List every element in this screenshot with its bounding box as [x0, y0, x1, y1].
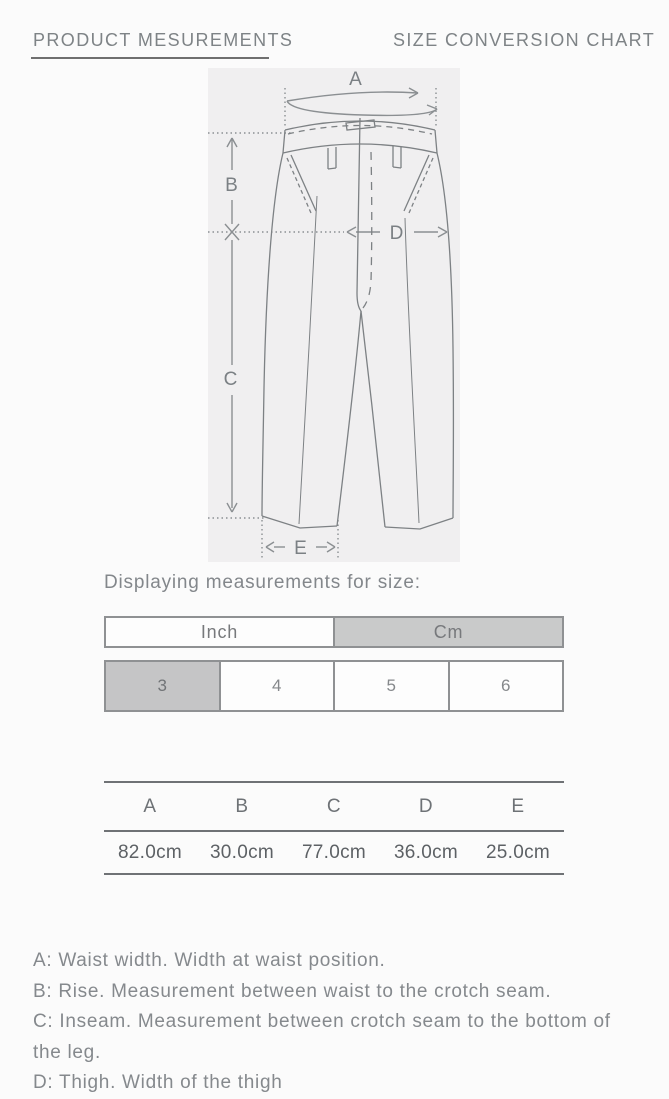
measurements-table — [104, 781, 564, 875]
measurements-header-row — [104, 783, 564, 832]
description-b: B: Rise. Measurement between waist to the crotch seam. — [33, 980, 552, 1002]
diagram-label-c: C — [223, 369, 239, 390]
diagram-label-d: D — [389, 223, 405, 244]
right-crease — [405, 218, 419, 523]
right-pocket-edge — [404, 155, 429, 211]
measurement-header-d: D — [418, 795, 434, 817]
tab-size-conversion-chart[interactable] — [393, 30, 655, 51]
measurement-value-c: 77.0cm — [301, 841, 367, 863]
fly-stitch-dashed — [363, 152, 372, 308]
belt-loop-left — [328, 147, 336, 169]
measurement-value-b: 30.0cm — [209, 841, 275, 863]
unit-option-inch[interactable]: Inch — [104, 616, 335, 648]
measurement-descriptions — [33, 946, 648, 1099]
size-selector — [104, 660, 564, 712]
size-option-3[interactable]: 3 — [104, 660, 221, 712]
measurement-value-a: 82.0cm — [117, 841, 183, 863]
active-tab-underline — [31, 57, 269, 59]
fly-center-line — [357, 118, 361, 311]
description-a: A: Waist width. Width at waist position. — [33, 950, 386, 971]
a-arrow-top — [287, 92, 418, 101]
right-pocket-stitch — [409, 158, 433, 213]
measurement-header-a: A — [143, 795, 157, 817]
belt-loop-right — [393, 146, 401, 168]
unit-option-cm[interactable]: Cm — [333, 616, 564, 648]
left-outseam — [262, 153, 283, 516]
diagram-label-b: B — [225, 175, 239, 196]
e-arrowhead-right — [327, 542, 335, 552]
pants-outline — [262, 118, 453, 529]
right-inseam — [361, 311, 385, 527]
left-pocket-stitch — [287, 158, 311, 213]
right-outseam — [437, 153, 453, 518]
tab-size-conversion-chart-label: SIZE CONVERSION CHART — [393, 30, 656, 50]
d-arrowhead-right — [438, 227, 447, 237]
left-crease — [299, 196, 317, 524]
pants-measurement-diagram — [208, 68, 460, 562]
measurement-header-b: B — [235, 795, 249, 817]
diagram-label-e: E — [294, 538, 308, 559]
size-option-4[interactable]: 4 — [219, 660, 336, 712]
measurement-header-c: C — [326, 795, 342, 817]
measurement-value-d: 36.0cm — [393, 841, 459, 863]
size-prompt: Displaying measurements for size: — [104, 572, 421, 593]
a-arrow-bottom — [287, 101, 437, 115]
description-c-line2: the leg. — [33, 1041, 101, 1063]
description-d: D: Thigh. Width of the thigh — [33, 1072, 283, 1093]
measurements-value-row — [104, 832, 564, 873]
d-arrowhead-left — [347, 227, 356, 237]
unit-selector — [104, 616, 564, 648]
tab-product-measurements[interactable] — [33, 30, 293, 51]
description-c-line1: C: Inseam. Measurement between crotch seam to the bottom of — [33, 1011, 611, 1032]
measurement-value-e: 25.0cm — [485, 841, 551, 863]
left-inseam — [337, 311, 361, 526]
pants-diagram-svg — [208, 68, 460, 562]
tab-product-measurements-label: PRODUCT MESUREMENTS — [33, 30, 294, 50]
left-pocket-edge — [291, 155, 316, 211]
e-arrowhead-left — [266, 542, 274, 552]
diagram-label-a: A — [349, 69, 363, 90]
size-option-6[interactable]: 6 — [448, 660, 565, 712]
size-option-5[interactable]: 5 — [333, 660, 450, 712]
measurement-header-e: E — [511, 795, 525, 817]
